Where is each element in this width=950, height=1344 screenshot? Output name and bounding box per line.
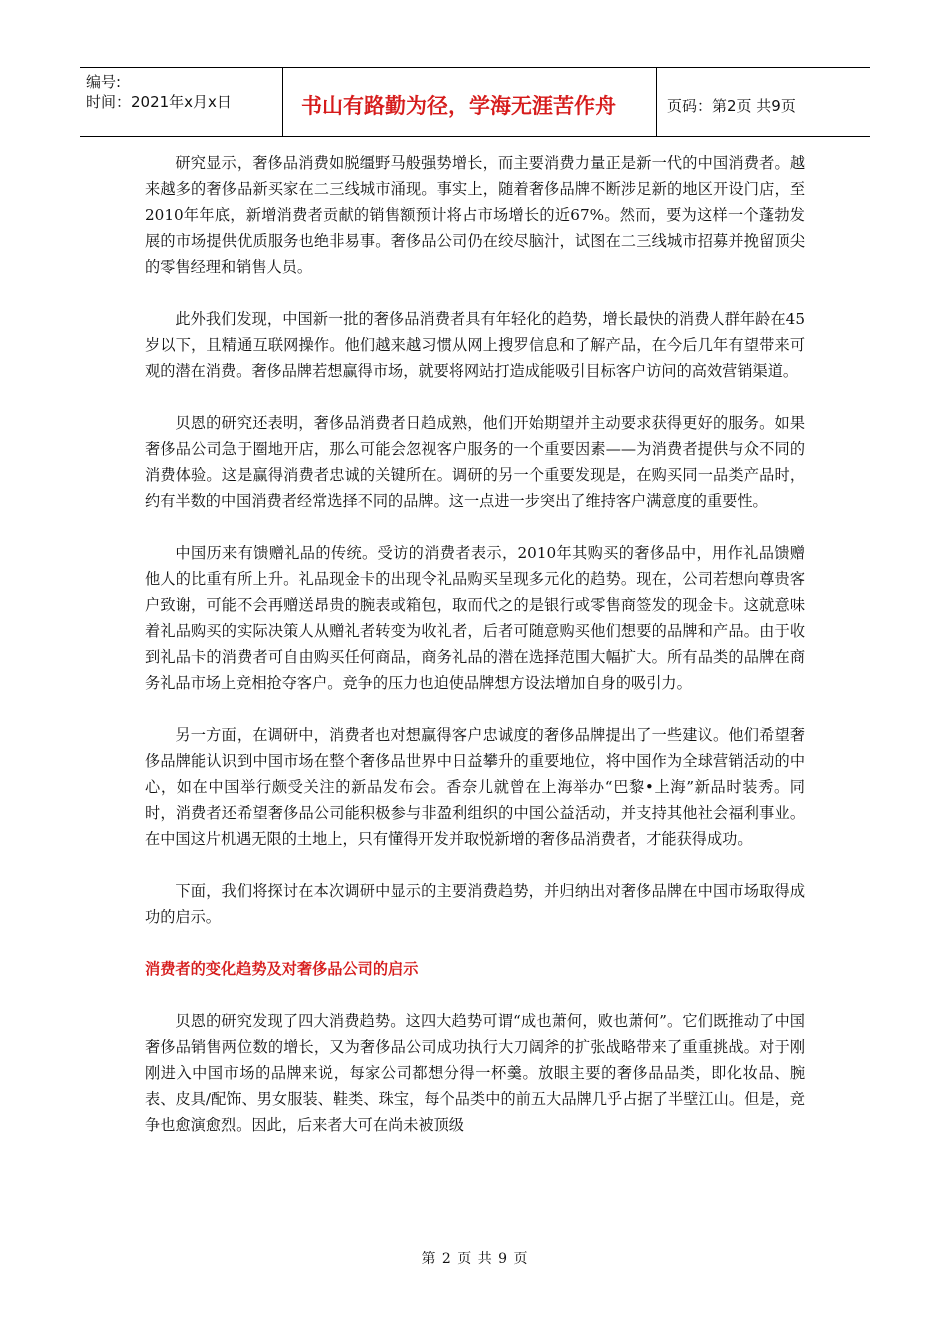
header-meta	[80, 68, 283, 136]
document-body	[145, 150, 805, 1164]
page-footer: 第 2 页 共 9 页	[421, 1251, 529, 1267]
paragraph: 研究显示，奢侈品消费如脱缰野马般强势增长，而主要消费力量正是新一代的中国消费者。越来越多的奢侈品新买家在二三线城市涌现。事实上，随着奢侈品牌不断涉足新的地区开设门店，至2010年年底，新增消费者贡献的销售额预计将占市场增长的近67%。然而，要为这样一个蓬勃发展的市场提供优质服务也绝非易事。奢侈品公司仍在绞尽脑汁，试图在二三线城市招募并挽留顶尖的零售经理和销售人员。	[145, 154, 805, 276]
header-page-info: 页码：第2页 共9页	[667, 96, 796, 115]
header-motto: 书山有路勤为径，学海无涯苦作舟	[283, 68, 657, 136]
page-header	[80, 67, 870, 137]
section-heading: 消费者的变化趋势及对奢侈品公司的启示	[145, 960, 419, 978]
doc-number: 编号:	[86, 73, 122, 91]
paragraph: 下面，我们将探讨在本次调研中显示的主要消费趋势，并归纳出对奢侈品牌在中国市场取得成功的启示。	[145, 882, 805, 926]
paragraph: 贝恩的研究发现了四大消费趋势。这四大趋势可谓“成也萧何，败也萧何”。它们既推动了中国奢侈品销售两位数的增长，又为奢侈品公司成功执行大刀阔斧的扩张战略带来了重重挑战。对于刚刚进入中国市场的品牌来说，每家公司都想分得一杯羹。放眼主要的奢侈品品类，即化妆品、腕表、皮具/配饰、男女服装、鞋类、珠宝，每个品类中的前五大品牌几乎占据了半壁江山。但是，竞争也愈演愈烈。因此，后来者大可在尚未被顶级	[145, 1012, 805, 1134]
paragraph: 中国历来有馈赠礼品的传统。受访的消费者表示，2010年其购买的奢侈品中，用作礼品馈赠他人的比重有所上升。礼品现金卡的出现令礼品购买呈现多元化的趋势。现在，公司若想向尊贵客户致谢，可能不会再赠送昂贵的腕表或箱包，取而代之的是银行或零售商签发的现金卡。这就意味着礼品购买的实际决策人从赠礼者转变为收礼者，后者可随意购买他们想要的品牌和产品。由于收到礼品卡的消费者可自由购买任何商品，商务礼品的潜在选择范围大幅扩大。所有品类的品牌在商务礼品市场上竞相抢夺客户。竞争的压力也迫使品牌想方设法增加自身的吸引力。	[145, 544, 805, 692]
paragraph: 另一方面，在调研中，消费者也对想赢得客户忠诚度的奢侈品牌提出了一些建议。他们希望奢侈品牌能认识到中国市场在整个奢侈品世界中日益攀升的重要地位，将中国作为全球营销活动的中心，如在中国举行颇受关注的新品发布会。香奈儿就曾在上海举办“巴黎•上海”新品时装秀。同时，消费者还希望奢侈品公司能积极参与非盈利组织的中国公益活动，并支持其他社会福利事业。在中国这片机遇无限的土地上，只有懂得开发并取悦新增的奢侈品消费者，才能获得成功。	[145, 726, 805, 848]
paragraph: 贝恩的研究还表明，奢侈品消费者日趋成熟，他们开始期望并主动要求获得更好的服务。如果奢侈品公司急于圈地开店，那么可能会忽视客户服务的一个重要因素——为消费者提供与众不同的消费体验。这是赢得消费者忠诚的关键所在。调研的另一个重要发现是，在购买同一品类产品时，约有半数的中国消费者经常选择不同的品牌。这一点进一步突出了维持客户满意度的重要性。	[145, 414, 805, 510]
doc-date: 时间：2021年x月x日	[86, 93, 232, 111]
paragraph: 此外我们发现，中国新一批的奢侈品消费者具有年轻化的趋势，增长最快的消费人群年龄在45岁以下，且精通互联网操作。他们越来越习惯从网上搜罗信息和了解产品，在今后几年有望带来可观的潜在消费。奢侈品牌若想赢得市场，就要将网站打造成能吸引目标客户访问的高效营销渠道。	[145, 310, 805, 380]
